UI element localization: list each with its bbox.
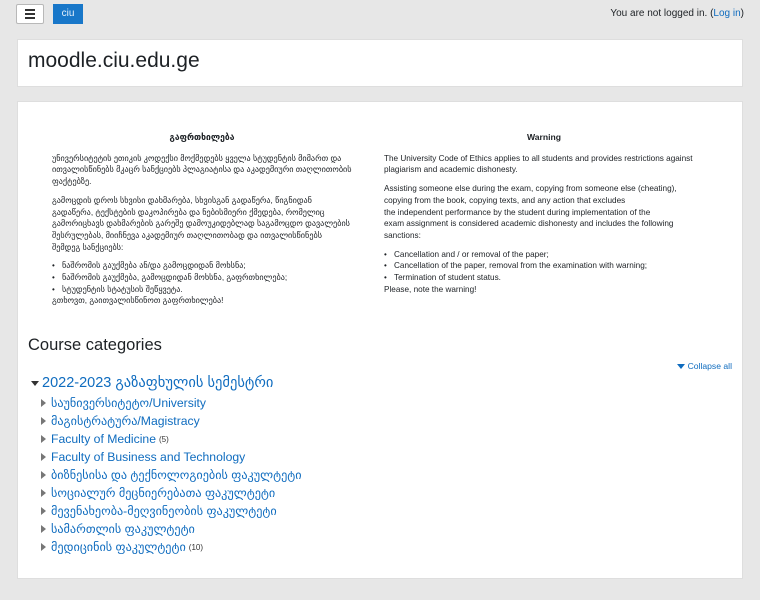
login-paren-close: ) bbox=[740, 8, 744, 19]
site-logo[interactable]: ciu bbox=[53, 4, 83, 24]
list-item: • ნაშრომის გაუქმება ან/და გამოცდიდან მოხსნა; bbox=[52, 260, 352, 272]
list-item[interactable] bbox=[41, 412, 305, 430]
notice-closing: Please, note the warning! bbox=[384, 284, 477, 294]
category-link[interactable]: მაგისტრატურა/Magistracy bbox=[51, 414, 200, 428]
list-item[interactable] bbox=[41, 466, 305, 484]
list-item: • Cancellation and / or removal of the paper; bbox=[384, 249, 704, 261]
login-status-text: You are not logged in. bbox=[610, 8, 708, 19]
list-item[interactable] bbox=[41, 502, 305, 520]
category-link[interactable]: საუნივერსიტეტო/University bbox=[51, 396, 207, 410]
collapsed-triangle-icon[interactable] bbox=[41, 543, 46, 551]
sanctions-list bbox=[384, 249, 704, 284]
category-link[interactable]: მევენახეობა-მეღვინეობის ფაკულტეტი bbox=[51, 504, 277, 518]
notice-georgian bbox=[52, 132, 352, 307]
course-count: (10) bbox=[188, 542, 204, 552]
notice-english bbox=[384, 132, 704, 295]
collapse-all-label: Collapse all bbox=[687, 361, 732, 371]
collapsed-triangle-icon[interactable] bbox=[41, 417, 46, 425]
list-item[interactable] bbox=[41, 484, 305, 502]
list-item: • Cancellation of the paper, removal from the examination with warning; bbox=[384, 260, 704, 272]
category-link[interactable]: Faculty of Business and Technology bbox=[51, 450, 246, 464]
login-paren-open: ( bbox=[707, 8, 714, 19]
course-count: (5) bbox=[159, 434, 169, 444]
login-link[interactable]: Log in bbox=[713, 8, 741, 19]
category-link[interactable]: სამართლის ფაკულტეტი bbox=[51, 522, 195, 536]
top-navbar bbox=[0, 0, 760, 29]
notice-line: the independent performance by the student during implementation of the bbox=[384, 207, 651, 217]
list-item[interactable] bbox=[41, 538, 305, 556]
collapsed-triangle-icon[interactable] bbox=[41, 471, 46, 479]
site-title: moodle.ciu.edu.ge bbox=[28, 49, 200, 72]
notice-closing: გთხოვთ, გაითვალისწინოთ გაფრთხილება! bbox=[52, 296, 224, 306]
notice-paragraph bbox=[384, 183, 704, 242]
category-link[interactable]: სოციალურ მეცნიერებათა ფაკულტეტი bbox=[51, 486, 276, 500]
notice-paragraph: უნივერსიტეტის ეთიკის კოდექსი მოქმედებს ყველა სტუდენტის მიმართ და ითვალისწინებს მკაცრ სანქციებს პლაგიატისა და აკადემიური თაღლითობის ფაქტებზე. bbox=[52, 153, 352, 187]
collapsed-triangle-icon[interactable] bbox=[41, 525, 46, 533]
collapsed-triangle-icon[interactable] bbox=[41, 453, 46, 461]
category-link[interactable]: Faculty of Medicine bbox=[51, 432, 156, 446]
category-link[interactable]: ბიზნესისა და ტექნოლოგიების ფაკულტეტი bbox=[51, 468, 302, 482]
list-item[interactable] bbox=[41, 520, 305, 538]
subcategory-list bbox=[41, 394, 305, 556]
list-item: • სტუდენტის სტატუსის შეწყვეტა. bbox=[52, 284, 352, 296]
notice-line: sanctions: bbox=[384, 230, 421, 240]
collapsed-triangle-icon[interactable] bbox=[41, 507, 46, 515]
expanded-triangle-icon bbox=[31, 381, 39, 386]
sanctions-list bbox=[52, 260, 352, 295]
notice-paragraph: The University Code of Ethics applies to all students and provides restrictions against plagiarism and academic dishonesty. bbox=[384, 153, 693, 175]
collapsed-triangle-icon[interactable] bbox=[41, 435, 46, 443]
category-link[interactable]: მედიცინის ფაკულტეტი bbox=[51, 540, 186, 554]
collapse-triangle-icon bbox=[677, 364, 685, 369]
notice-heading-georgian: გაფრთხილება bbox=[169, 132, 235, 142]
login-info bbox=[610, 8, 744, 19]
list-item[interactable] bbox=[41, 430, 305, 448]
course-categories-heading: Course categories bbox=[28, 336, 162, 354]
notice-paragraph: გამოცდის დროს სხვისი დახმარება, სხვისგან გადაწერა, წიგნიდან გადაწერა, ტექსტების დაკოპირება და ნებისმიერი ქმედება, რომელიც გამორიცხავს დახმარების გარეშე დამოუკიდებლად საგამოცდო დავალების შესრულებას, მიიჩნევა აკადემიურ თაღლითობად და ითვალისწინებს შემდეგ სანქციებს: bbox=[52, 195, 350, 252]
collapsed-triangle-icon[interactable] bbox=[41, 399, 46, 407]
collapsed-triangle-icon[interactable] bbox=[41, 489, 46, 497]
list-item[interactable] bbox=[41, 448, 305, 466]
hamburger-menu-icon[interactable] bbox=[16, 4, 44, 24]
collapse-all-link[interactable] bbox=[677, 361, 732, 371]
list-item[interactable] bbox=[41, 394, 305, 412]
notice-line: Assisting someone else during the exam, copying from someone else (cheating), bbox=[384, 184, 677, 194]
category-top-link[interactable]: 2022-2023 გაზაფხულის სემესტრი bbox=[42, 375, 274, 391]
page-header bbox=[17, 39, 743, 87]
list-item: • Termination of student status. bbox=[384, 272, 704, 284]
notice-line: exam assignment is considered academic dishonesty and includes the following bbox=[384, 219, 674, 229]
list-item: • ნაშრომის გაუქმება, გამოცდიდან მოხსნა, გაფრთხილება; bbox=[52, 272, 352, 284]
main-content bbox=[17, 101, 743, 579]
notice-heading-english: Warning bbox=[526, 132, 562, 142]
notice-line: copying from the book, copying texts, and any action that excludes bbox=[384, 195, 626, 205]
category-top-toggle[interactable] bbox=[31, 375, 273, 391]
